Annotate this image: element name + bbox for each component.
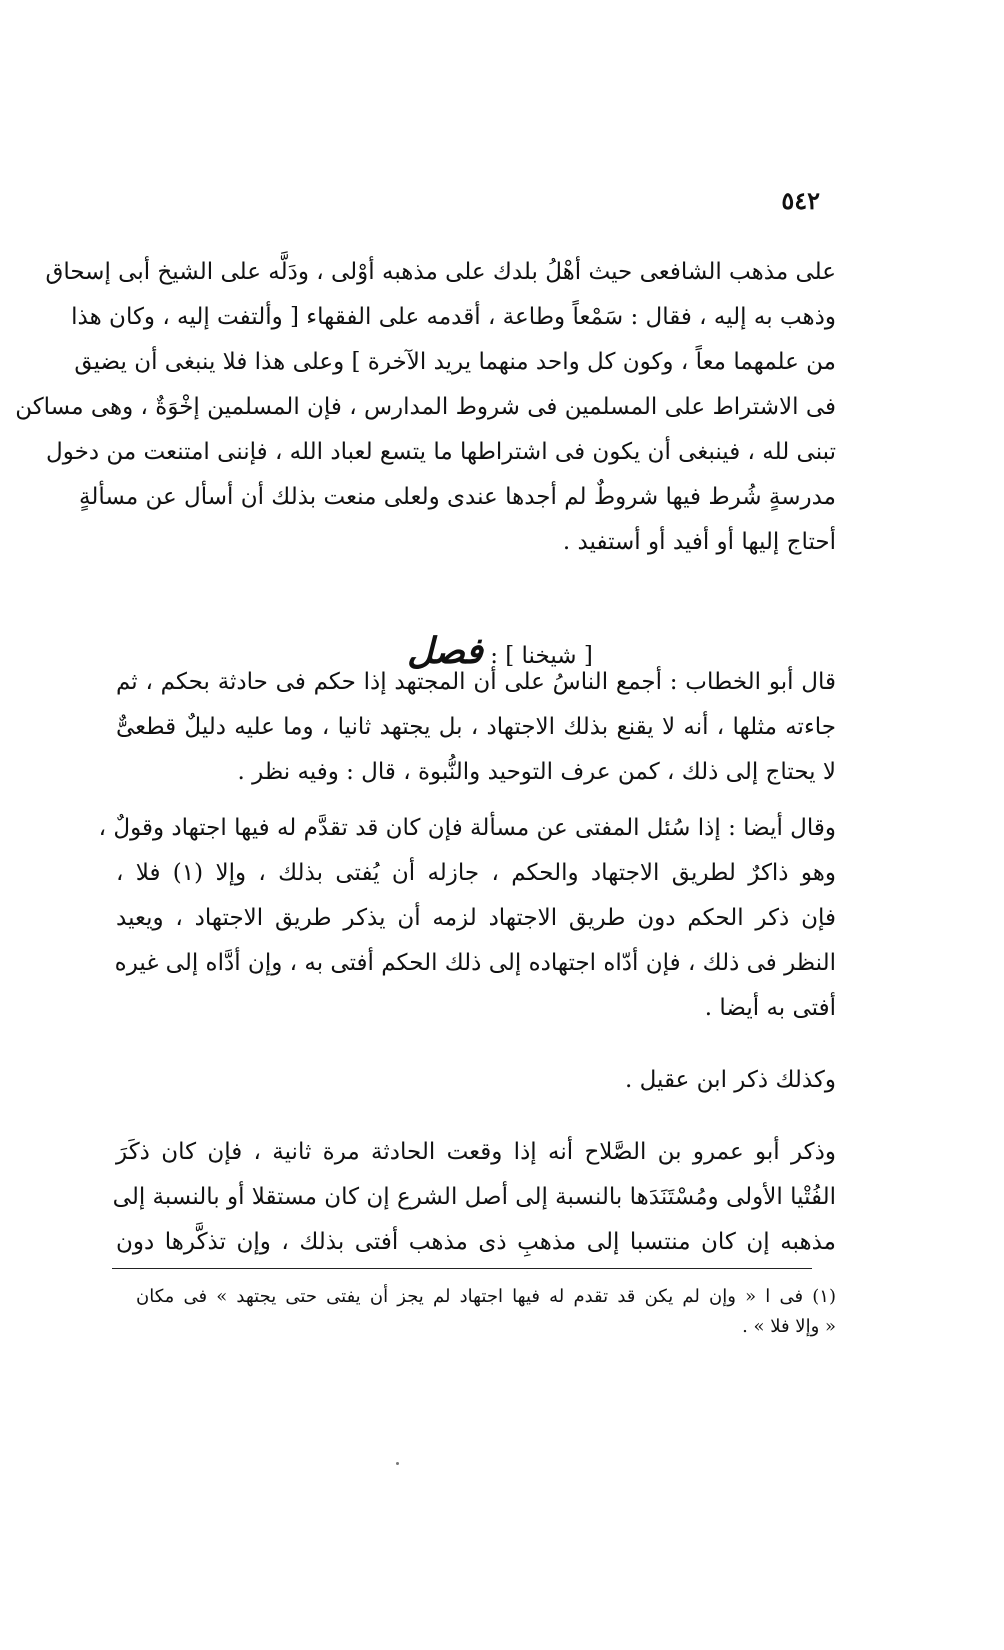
page-number: ٥٤٢	[781, 186, 820, 215]
section-heading-bracket: [ شيخنا ] :	[490, 643, 593, 669]
paragraph-5	[112, 1130, 836, 1265]
text-line: قال أبو الخطاب : أجمع الناسُ على أن المجتهد إذا حكم فى حادثة بحكم ، ثم	[116, 669, 836, 695]
text-line: جاءته مثلها ، أنه لا يقنع بذلك الاجتهاد ، بل يجتهد ثانيا ، وما عليه دليلٌ قطعىٌّ	[116, 714, 836, 740]
text-line: مذهبه إن كان منتسبا إلى مذهبِ ذى مذهب أفتى بذلك ، وإن تذكَّرها دون	[116, 1229, 836, 1255]
text-line: الفُتْيا الأولى ومُسْتَنَدَها بالنسبة إلى أصل الشرع إن كان مستقلا أو بالنسبة إلى	[112, 1184, 836, 1210]
text-line: وذكر أبو عمرو بن الصَّلاح أنه إذا وقعت الحادثة مرة ثانية ، فإن كان ذكَرَ	[116, 1139, 836, 1165]
footnote-line: « وإلا فلا » .	[742, 1316, 836, 1337]
text-line: وقال أيضا : إذا سُئل المفتى عن مسألة فإن كان قد تقدَّم له فيها اجتهاد وقولٌ ،	[98, 815, 836, 841]
paragraph-3	[98, 806, 836, 1031]
print-speck	[396, 1462, 399, 1465]
footnote-line: (١) فى ا « وإن لم يكن قد تقدم له فيها اجتهاد لم يجز أن يفتى حتى يجتهد » فى مكان	[136, 1286, 836, 1307]
footnotes	[136, 1282, 836, 1342]
text-line: على مذهب الشافعى حيث أهْلُ بلدك على مذهبه أوْلى ، ودَلَّه على الشيخ أبى إسحاق	[45, 259, 836, 285]
text-line: مدرسةٍ شُرط فيها شروطٌ لم أجدها عندى ولعلى منعت بذلك أن أسأل عن مسألةٍ	[78, 484, 836, 510]
text-line: أفتى به أيضا .	[704, 995, 836, 1021]
paragraph-2	[116, 660, 836, 795]
text-line: أحتاج إليها أو أفيد أو أستفيد .	[562, 529, 836, 555]
paragraph-1	[15, 250, 836, 565]
text-line: تبنى لله ، فينبغى أن يكون فى اشتراطها ما يتسع لعباد الله ، فإننى امتنعت من دخول	[46, 439, 836, 465]
text-line: وذهب به إليه ، فقال : سَمْعاً وطاعة ، أقدمه على الفقهاء [ وألتفت إليه ، وكان هذا	[71, 304, 836, 330]
footnote-divider	[112, 1268, 812, 1269]
text-line: وهو ذاكرٌ لطريق الاجتهاد والحكم ، جازله أن يُفتى بذلك ، وإلا (١) فلا ،	[116, 860, 836, 886]
section-heading-word: فصل	[407, 630, 483, 672]
text-line: فى الاشتراط على المسلمين فى شروط المدارس ، فإن المسلمين إخْوَةٌ ، وهى مساكن	[15, 394, 836, 420]
text-line: النظر فى ذلك ، فإن أدّاه اجتهاده إلى ذلك الحكم أفتى به ، وإن أدَّاه إلى غيره	[114, 950, 836, 976]
text-line: من علمهما معاً ، وكون كل واحد منهما يريد الآخرة ] وعلى هذا فلا ينبغى أن يضيق	[74, 349, 836, 375]
text-line: لا يحتاج إلى ذلك ، كمن عرف التوحيد والنُّبوة ، قال : وفيه نظر .	[237, 759, 836, 785]
paragraph-4	[116, 1058, 836, 1103]
text-line: فإن ذكر الحكم دون طريق الاجتهاد لزمه أن يذكر طريق الاجتهاد ، ويعيد	[116, 905, 836, 931]
text-line: وكذلك ذكر ابن عقيل .	[625, 1067, 836, 1093]
